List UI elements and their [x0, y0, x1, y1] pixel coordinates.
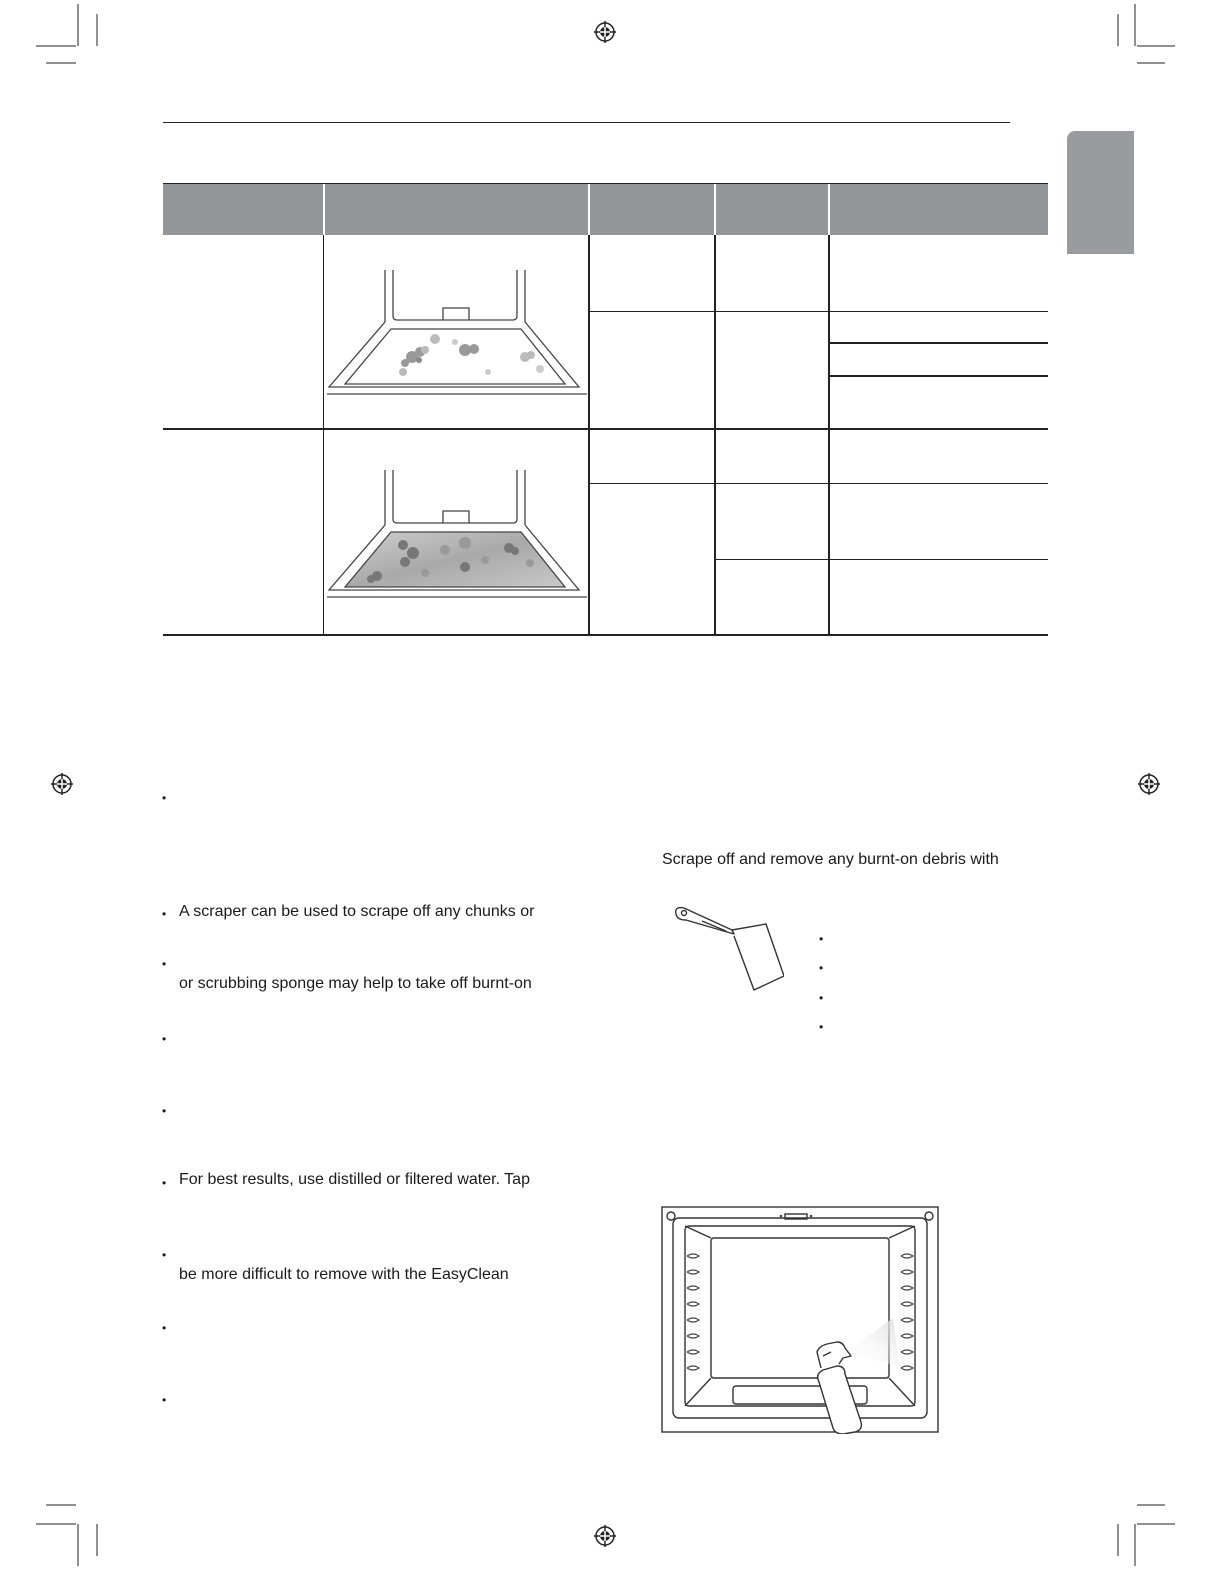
left-bullet: • — [162, 1248, 167, 1262]
left-bullet: • — [162, 907, 167, 921]
oven-heavy-soil-illustration — [325, 465, 587, 605]
left-bullet: • — [162, 957, 167, 971]
table-column-divider — [588, 235, 590, 635]
table-header-cell — [590, 183, 714, 235]
table-header-cell — [716, 183, 828, 235]
table-cell-rule — [590, 311, 1048, 312]
oven-light-soil-illustration — [325, 262, 587, 402]
section-side-tab — [1067, 131, 1134, 254]
registration-mark-icon — [594, 21, 616, 43]
left-bullet: • — [162, 1104, 167, 1118]
right-bullet: • — [819, 932, 824, 946]
table-header-cell — [325, 183, 588, 235]
right-bullet: • — [819, 991, 824, 1005]
top-rule — [163, 122, 1010, 123]
left-bullet: • — [162, 791, 167, 805]
table-bottom-rule — [163, 634, 1048, 636]
scraper-tool-icon — [672, 904, 784, 994]
table-cell-rule — [590, 483, 1048, 484]
registration-mark-icon — [594, 1525, 616, 1547]
left-bullet: • — [162, 1176, 167, 1190]
table-row-divider — [163, 428, 1048, 430]
table-header-cell — [830, 183, 1048, 235]
right-bullet: • — [819, 961, 824, 975]
left-bullet: • — [162, 1393, 167, 1407]
right-bullet: • — [819, 1020, 824, 1034]
table-column-divider — [828, 235, 830, 635]
table-cell-rule — [830, 342, 1048, 344]
scrape-instruction-text: Scrape off and remove any burnt-on debris with — [662, 851, 999, 868]
left-bullet: • — [162, 1032, 167, 1046]
table-column-divider — [323, 235, 324, 635]
table-rule — [163, 183, 1048, 184]
registration-mark-icon — [1138, 773, 1160, 795]
table-cell-rule — [830, 375, 1048, 377]
left-bullet: • — [162, 1321, 167, 1335]
table-cell-rule — [716, 559, 1048, 560]
table-header-cell — [163, 183, 323, 235]
left-bullet-text: or scrubbing sponge may help to take off burnt-on — [179, 975, 532, 992]
left-bullet-text: For best results, use distilled or filtered water. Tap — [179, 1171, 530, 1188]
registration-mark-icon — [51, 773, 73, 795]
left-bullet-text: be more difficult to remove with the EasyClean — [179, 1266, 509, 1283]
table-column-divider — [714, 235, 716, 635]
oven-interior-spray-illustration — [661, 1206, 940, 1434]
left-bullet-text: A scraper can be used to scrape off any chunks or — [179, 903, 535, 920]
